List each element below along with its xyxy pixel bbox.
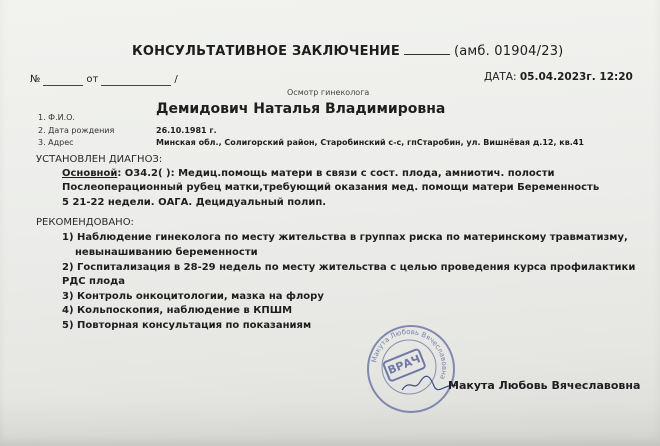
number-prefix: №	[30, 74, 41, 85]
document-title	[132, 44, 563, 59]
recommendation-item: 5) Повторная консультация по показаниям	[62, 320, 312, 331]
recommendation-item: 4) Кольпоскопия, наблюдение в КПШМ	[62, 305, 293, 316]
recommendation-item: 1) Наблюдение гинеколога по месту жительства в группах риска по материнскому травматизму,	[62, 232, 628, 243]
recommendation-item: невынашиванию беременности	[75, 247, 258, 258]
recommendation-item: 2) Госпитализация в 28-29 недель по месту жительства с целью проведения курса профилактики	[62, 262, 636, 273]
doctor-signature-name: Макута Любовь Вячеславовна	[448, 379, 641, 392]
diagnosis-line-1	[62, 168, 555, 179]
diagnosis-line-2: Послеоперационный рубец матки,требующий оказания мед. помощи матери Беременность	[62, 182, 600, 193]
patient-address: Минская обл., Солигорский район, Старобинский с-с, гпСтаробин, ул. Вишнёвая д.12, кв.41	[156, 138, 584, 147]
number-blank	[43, 74, 83, 86]
title-text: КОНСУЛЬТАТИВНОЕ ЗАКЛЮЧЕНИЕ	[132, 44, 400, 59]
from-word: от	[86, 74, 99, 85]
birth-label: 2. Дата рождения	[38, 126, 115, 135]
recommendation-item: РДС плода	[62, 276, 125, 287]
title-blank-line	[404, 44, 450, 55]
diagnosis-text-1: : О34.2( ): Медиц.помощь матери в связи с сост. плода, амниотич. полости	[117, 168, 555, 179]
patient-name: Демидович Наталья Владимировна	[156, 101, 446, 117]
stamp-ring-label: Макута Любовь Вячеславовна	[370, 327, 449, 381]
from-blank	[101, 74, 171, 86]
amb-number: (амб. 01904/23)	[453, 44, 564, 59]
paper-shadow	[0, 400, 660, 446]
address-label: 3. Адрес	[38, 138, 74, 147]
fio-label: 1. Ф.И.О.	[38, 113, 75, 122]
diagnosis-heading: УСТАНОВЛЕН ДИАГНОЗ:	[36, 154, 163, 165]
recommendation-item: 3) Контроль онкоцитологии, мазка на флору	[62, 291, 324, 302]
document-date	[484, 71, 633, 83]
slash: /	[174, 74, 178, 85]
exam-type: Осмотр гинеколога	[287, 88, 370, 97]
main-diagnosis-label: Основной	[62, 168, 118, 179]
date-label: ДАТА:	[484, 71, 517, 83]
recommendations-heading: РЕКОМЕНДОВАНО:	[36, 217, 134, 228]
stamp-center-text: ВРАЧ	[382, 347, 427, 382]
diagnosis-line-3: 5 21-22 недели. ОАГА. Децидуальный полип.	[62, 197, 327, 208]
registration-line	[30, 74, 178, 86]
date-value: 05.04.2023г. 12:20	[519, 71, 633, 83]
birth-date: 26.10.1981 г.	[156, 126, 217, 135]
